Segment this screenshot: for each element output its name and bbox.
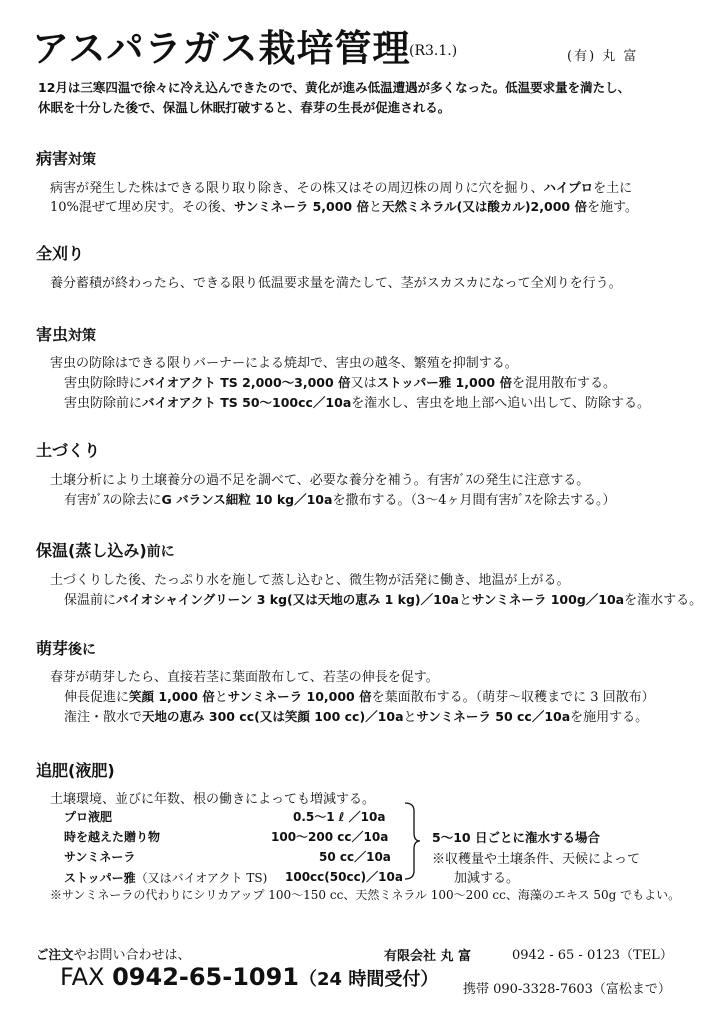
warming-line-1: 土づくりした後、たっぷり水を施して蒸し込むと、微生物が活発に働き、地温が上がる。: [50, 573, 570, 588]
heading-cutback: 全刈り: [36, 244, 85, 263]
sprouting-line-1: 春芽が萌芽したら、直接若茎に葉面散布して、若茎の伸長を促す。: [50, 670, 439, 685]
warming-line-2: 保温前にバイオシャイングリーン 3 kg(又は天地の恵み 1 kg)／10aとサンミネーラ 100g／10aを潅水する。: [64, 592, 703, 608]
pest-line-3: 害虫防除前にバイオアクト TS 50～100cc／10aを潅水し、害虫を地上部へ追い出して、防除する。: [64, 395, 651, 411]
footer-company: 有限会社 丸 富: [384, 949, 472, 964]
sprouting-line-2: 伸長促進に笑顔 1,000 倍とサンミネーラ 10,000 倍を葉面散布する。（萌芽～収穫までに 3 回散布）: [64, 689, 655, 705]
fertilizer-note-line-2: 加減する。: [454, 871, 520, 886]
mobile-number: 携帯 090-3328-7603（富松まで）: [463, 982, 671, 997]
fertilizer-note-title: 5～10 日ごとに潅水する場合: [432, 830, 600, 845]
pest-line-2: 害虫防除時にバイオアクト TS 2,000～3,000 倍又はストッパー雅 1,000 倍を混用散布する。: [64, 375, 616, 391]
heading-warming: 保温(蒸し込み)前に: [36, 541, 175, 560]
fertilizer-footnote: ※サンミネーラの代わりにシリカアップ 100～150 cc、天然ミネラル 100～200 cc、海藻のエキス 50g でもよい。: [50, 888, 681, 902]
heading-sprouting: 萌芽後に: [36, 639, 97, 658]
page-title: アスパラガス栽培管理: [32, 27, 411, 70]
inquiry-text: ご注文やお問い合わせは、: [36, 947, 191, 963]
intro-line-2: 休眠を十分した後で、保温し休眠打破すると、春芽の生長が促進される。: [38, 100, 451, 115]
brace-icon: [403, 801, 421, 881]
heading-soil: 土づくり: [36, 441, 101, 460]
fertilizer-note-line-1: ※収穫量や土壌条件、天候によって: [432, 852, 641, 867]
fertilizer-item-amount: 0.5～1 ℓ ／10a: [293, 810, 386, 824]
revision-date: (R3.1.): [409, 43, 458, 59]
fertilizer-item-amount: 100cc(50cc)／10a: [285, 870, 403, 884]
fertilizer-item-name: プロ液肥: [64, 810, 113, 824]
heading-pest: 害虫対策: [36, 325, 97, 344]
heading-disease: 病害対策: [36, 149, 97, 168]
disease-line-1: 病害が発生した株はできる限り取り除き、その株又はその周辺株の周りに穴を掘り、ハイプロを土に: [50, 180, 633, 196]
company-name: (有) 丸 富: [567, 49, 639, 64]
fertilizer-item-name: 時を越えた贈り物: [64, 830, 161, 844]
heading-fertilizer: 追肥(液肥): [36, 761, 115, 780]
fax-line: FAX 0942-65-1091（24 時間受付）: [60, 963, 439, 991]
tel-number: 0942 - 65 - 0123（TEL）: [512, 948, 673, 963]
fertilizer-item-amount: 50 cc／10a: [319, 850, 391, 864]
fertilizer-line-1: 土壌環境、並びに年数、根の働きによっても増減する。: [50, 792, 376, 807]
fertilizer-item-amount: 100～200 cc／10a: [271, 830, 389, 844]
fertilizer-item-name: ストッパー雅（又はバイオアクト TS): [64, 871, 268, 885]
soil-line-2: 有害ｶﾞｽの除去にG バランス細粒 10 kg／10aを撒布する。（3～4ヶ月間有害ｶﾞｽを除去する。）: [64, 492, 616, 508]
sprouting-line-3: 潅注・散水で天地の恵み 300 cc(又は笑顔 100 cc)／10aとサンミネーラ 50 cc／10aを施用する。: [64, 709, 649, 725]
cutback-line-1: 養分蓄積が終わったら、できる限り低温要求量を満たして、茎がスカスカになって全刈りを行う。: [50, 276, 622, 291]
intro-line-1: 12月は三寒四温で徐々に冷え込んできたので、黄化が進み低温遭遇が多くなった。低温要求量を満たし、: [38, 80, 631, 95]
fertilizer-item-name: サンミネーラ: [64, 850, 136, 864]
disease-line-2: 10%混ぜて埋め戻す。その後、サンミネーラ 5,000 倍と天然ミネラル(又は酸カル)2,000 倍を施す。: [50, 199, 638, 215]
pest-line-1: 害虫の防除はできる限りバーナーによる焼却で、害虫の越冬、繁殖を抑制する。: [50, 356, 518, 371]
soil-line-1: 土壌分析により土壌養分の過不足を調べて、必要な養分を補う。有害ｶﾞｽの発生に注意する。: [50, 473, 590, 488]
